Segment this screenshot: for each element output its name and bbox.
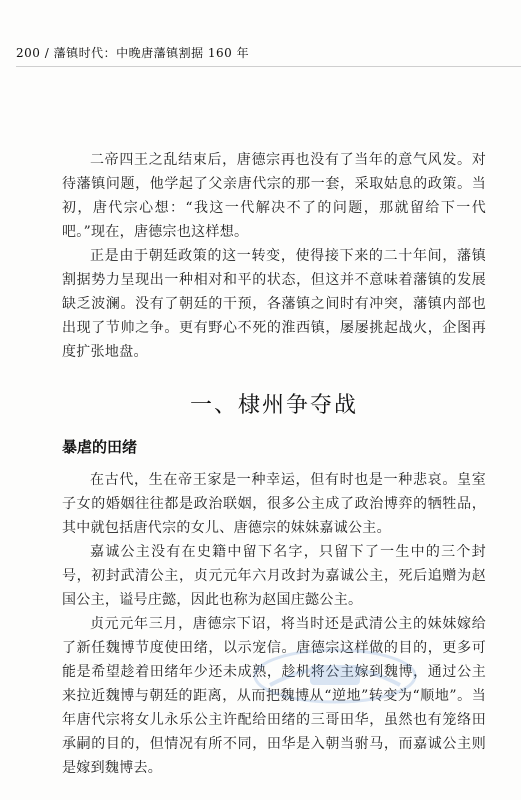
- paragraph: 正是由于朝廷政策的这一转变，使得接下来的二十年间，藩镇割据势力呈现出一种相对和平的状态，但这并不意味着藩镇的发展缺乏波澜。没有了朝廷的干预，各藩镇之间时有冲突，藩镇内部也出现了节帅之争。更有野心不死的淮西镇，屡屡挑起战火，企图再度扩张地盘。: [62, 248, 486, 360]
- paragraph: 在古代，生在帝王家是一种幸运，但有时也是一种悲哀。皇室子女的婚姻往往都是政治联姻，很多公主成了政治博弈的牺牲品，其中就包括唐代宗的女儿、唐德宗的妹妹嘉诚公主。: [62, 472, 486, 536]
- running-header: 200 / 藩镇时代：中晚唐藩镇割据 160 年: [16, 46, 250, 60]
- section-title: 一、棣州争夺战: [189, 393, 358, 418]
- paragraph: 嘉诚公主没有在史籍中留下名字，只留下了一生中的三个封号，初封武清公主，贞元元年六月改封为嘉诚公主，死后追赠为赵国公主，谥号庄懿，因此也称为赵国庄懿公主。: [62, 544, 486, 608]
- header-rule: [16, 66, 521, 67]
- paragraph: 贞元元年三月，唐德宗下诏，将当时还是武清公主的妹妹嫁给了新任魏博节度使田绪，以示宠信。唐德宗这样做的目的，更多可能是希望趁着田绪年少还未成熟，趁机将公主嫁到魏博，通过公主来拉近魏博与朝廷的距离，从而把魏博从“逆地”转变为“顺地”。当年唐代宗将女儿永乐公主许配给田绪的三哥田华，虽然也有笼络田承嗣的目的，但情况有所不同，田华是入朝当驸马，而嘉诚公主则是嫁到魏博去。: [62, 616, 486, 776]
- paragraph: 二帝四王之乱结束后，唐德宗再也没有了当年的意气风发。对待藩镇问题，他学起了父亲唐代宗的那一套，采取姑息的政策。当初，唐代宗心想：“我这一代解决不了的问题，那就留给下一代吧。”现在，唐德宗也这样想。: [62, 152, 486, 240]
- body-text: [62, 148, 486, 780]
- subsection-title: 暴虐的田绪: [62, 438, 138, 456]
